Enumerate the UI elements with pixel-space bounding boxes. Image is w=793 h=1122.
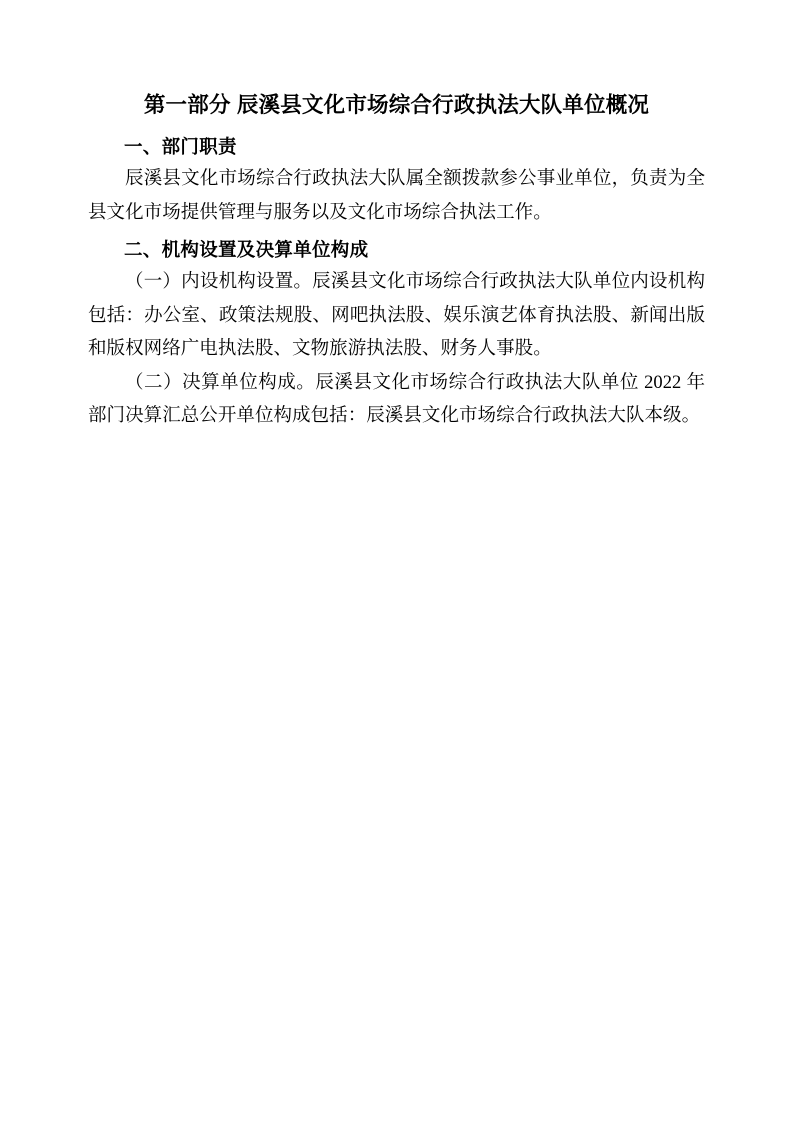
section-heading-duties: 一、部门职责 [124,136,237,157]
page-title: 第一部分 辰溪县文化市场综合行政执法大队单位概况 [143,93,650,117]
section-paragraph-final-accounts-units: （二）决算单位构成。辰溪县文化市场综合行政执法大队单位 2022 年部门决算汇总公开单位构成包括：辰溪县文化市场综合行政执法大队本级。 [88,372,705,426]
section-heading-structure: 二、机构设置及决算单位构成 [124,239,369,260]
section-paragraph-duties: 辰溪县文化市场综合行政执法大队属全额拨款参公事业单位，负责为全县文化市场提供管理与服务以及文化市场综合执法工作。 [88,169,705,223]
section-paragraph-internal-units: （一）内设机构设置。辰溪县文化市场综合行政执法大队单位内设机构包括：办公室、政策法规股、网吧执法股、娱乐演艺体育执法股、新闻出版和版权网络广电执法股、文物旅游执法股、财务人事股。 [88,272,705,359]
